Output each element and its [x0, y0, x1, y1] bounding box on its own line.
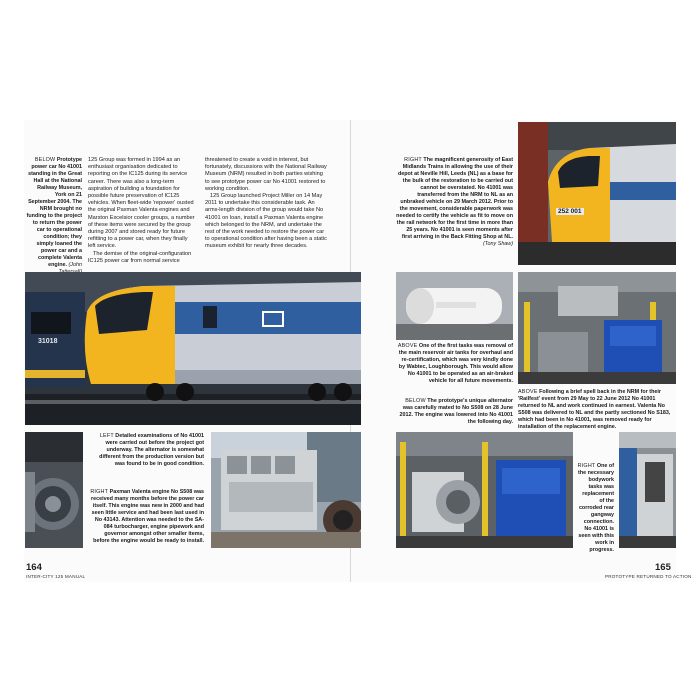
caption-below-nrm: BELOW Prototype power car No 41001 standing in the Great Hall at the National Railway Museum, York on 21 September 2004. The NRM brought no funding to the project to return the power car to operational condition; they simply loaned the power car and a complete Valenta engine. (John: [26, 157, 82, 268]
right-folio-title: PROTOTYPE RETURNED TO ACTION: [605, 574, 692, 579]
caption-above-railfest: ABOVE Following a brief spell back in the NRM for their 'Railfest' event from 29 May to 22 June 2012 No 41001 returned to NL and work continued in earnest. Valenta No S508 was delivered to NL and the partly sectioned No S183, which had been in No 41001, was removed ready for installation of the replacement engine.: [518, 389, 671, 430]
loco-number-label-252001: 252 001: [558, 208, 582, 215]
right-folio-number: 165: [655, 562, 671, 573]
photo-41001-neville-hill: [518, 122, 676, 265]
caption-right-gangway: RIGHT One of the necessary bodywork tasks was replacement of the corroded rear gangway connection. No 41001 is seen with this work in progress.: [577, 463, 614, 553]
left-folio-title: INTER-CITY 125 MANUAL: [26, 574, 86, 579]
body-column-2: threatened to create a void in interest, but fortunately, discussions with the National Railway Museum (NRM) resulted in both parties wishing to see prototype power car No 41001 restored to working condition. 125 Group launched Project Miller on 14 May 2011 to undertake this considerable task. An arms-length division of the group would take No 41001 on loan, install a Paxman Valenta engine which belonged to the NRM, and undertake the rest of the work needed to restore the power car to operational condition after having been a static museum exhibit for nearly three decades.: [205, 157, 327, 250]
photo-alternator: [25, 432, 83, 548]
caption-below-alternator-mated: BELOW The prototype's unique alternator was carefully mated to No S508 on 28 June 2012. The engine was lowered into No 41001 the following day.: [399, 398, 513, 425]
photo-valenta-engine: [211, 432, 361, 548]
caption-right-neville-hill: RIGHT The magnificent generosity of East Midlands Trains in allowing the use of their depot at Neville Hill, Leeds (NL) as a base for the bulk of the restoration to be carried out cannot be overstated. No 41001 was transferred from the NRM to NL as an unbraked vehicle on 29 March 2012. Prior to the movement, considerable paperwork was needed to certify the vehicle as fit to move on the rail network for the first time in more than 25 years. No 41001 is seen moments after first arriving in the Back Fitting Shop at NL. (Tony Shaw): [396, 157, 513, 247]
photo-rear-gangway: [619, 432, 676, 548]
photo-power-car-nrm: [25, 272, 361, 425]
photo-engine-lowering: [396, 432, 573, 548]
photo-air-tanks: [396, 272, 513, 340]
loco-number-label: 31018: [38, 338, 58, 345]
caption-right-valenta-engine: RIGHT Paxman Valenta engine No S508 was received many months before the power car itself. This engine was new in 2000 and had seen little service and had been last used in No 43143. Attention was needed to the SA-084 turbocharger, engine pipework and governor amongst other smaller items, before the engine would be ready to install.: [90, 489, 204, 544]
body-column-1: 125 Group was formed in 1994 as an enthusiast organisation dedicated to reporting on the IC125 during its service career. There was also a long-term aspiration of building a foundation for possible future preservation of IC125 vehicles. When fleet-wide 'repower' ousted the original Paxman Valenta engines and Marston Excelsior cooler groups, a number of these items were secured by the group during 2007 and stored ready for future refitting to a power car, when they finally left service. The demise of the original-configuration IC125 power car from normal service: [88, 157, 195, 264]
left-folio-number: 164: [26, 562, 42, 573]
caption-above-air-tanks: ABOVE One of the first tasks was removal of the main reservoir air tanks for overhaul and re-certification, which was very kindly done by Wabtec, Loughborough. This would allow No 41001 to be operated as an air-braked vehicle for all future movements.: [397, 343, 513, 384]
caption-left-alternator: LEFT Detailed examinations of No 41001 were carried out before the project got underway. The alternator is somewhat different from the production version but was found to be in good condition.: [99, 433, 204, 467]
photo-engine-removal: [518, 272, 676, 384]
